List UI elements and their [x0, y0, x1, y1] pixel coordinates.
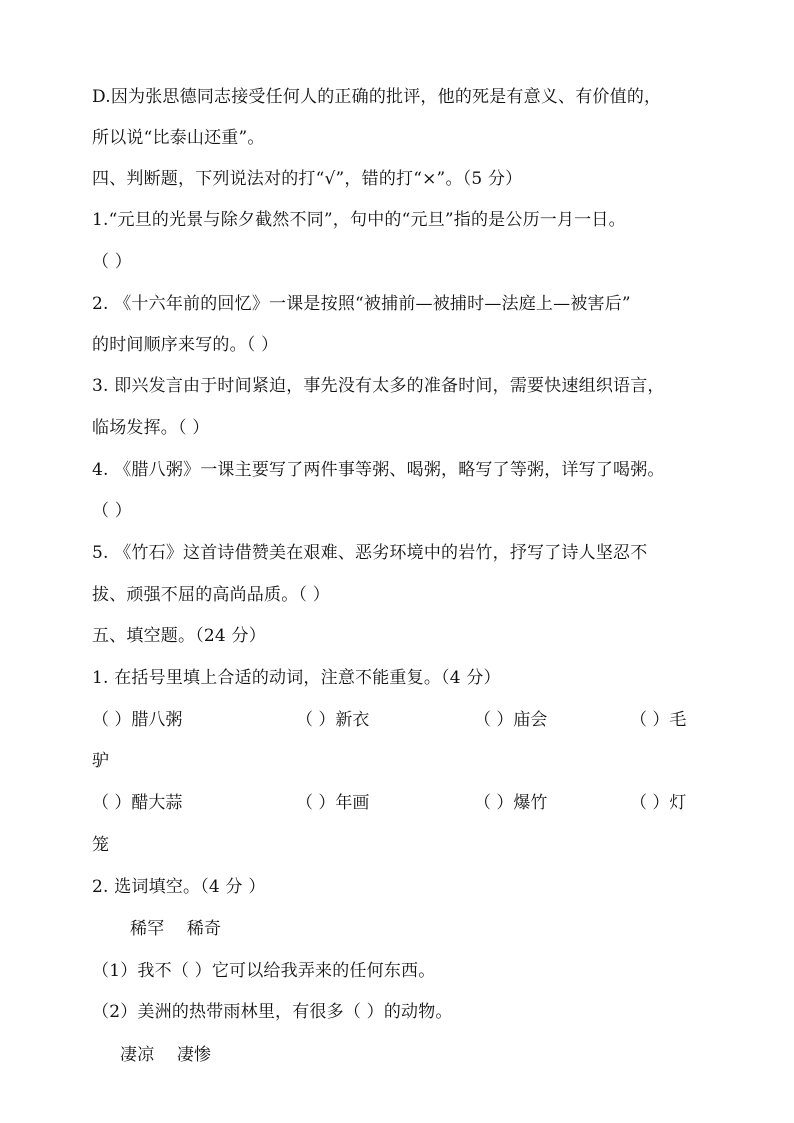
fill-q1-prompt: 1. 在括号里填上合适的动词，注意不能重复。（4 分） — [92, 668, 501, 688]
judge-q2-line1: 2. 《十六年前的回忆》一课是按照“被捕前—被捕时—法庭上—被害后” — [92, 294, 631, 314]
verb-blank-mao[interactable]: （ ）毛 — [630, 710, 687, 730]
fill-q2-prompt: 2. 选词填空。（4 分 ） — [92, 877, 266, 897]
verb-blank-baozhu[interactable]: （ ）爆竹 — [474, 793, 548, 813]
word-choice-pair-a: 稀罕 稀奇 — [130, 919, 222, 939]
verb-row-1-wrap: 驴 — [92, 751, 110, 771]
section5-heading: 五、填空题。（24 分） — [92, 626, 266, 646]
verb-blank-miaohui[interactable]: （ ）庙会 — [474, 710, 548, 730]
verb-blank-cudasuan[interactable]: （ ）醋大蒜 — [92, 793, 183, 813]
judge-q4-answer-blank[interactable]: （ ） — [92, 501, 133, 521]
verb-blank-nianhua[interactable]: （ ）年画 — [296, 793, 370, 813]
verb-blank-xinyi[interactable]: （ ）新衣 — [296, 710, 370, 730]
verb-row-2-wrap: 笼 — [92, 835, 110, 855]
judge-q3-line1: 3. 即兴发言由于时间紧迫，事先没有太多的准备时间，需要快速组织语言， — [92, 376, 665, 396]
judge-q1-line1: 1.“元旦的光景与除夕截然不同”，句中的“元旦”指的是公历一月一日。 — [92, 210, 626, 230]
verb-blank-deng[interactable]: （ ）灯 — [630, 793, 687, 813]
section4-heading: 四、判断题，下列说法对的打“√”，错的打“×”。（5 分） — [92, 169, 523, 189]
word-choice-pair-b: 凄凉 凄惨 — [120, 1045, 212, 1065]
judge-q5-line1: 5. 《竹石》这首诗借赞美在艰难、恶劣环境中的岩竹，抒写了诗人坚忍不 — [92, 543, 648, 563]
judge-q4-line1: 4. 《腊八粥》一课主要写了两件事等粥、喝粥，略写了等粥，详写了喝粥。 — [92, 460, 665, 480]
option-d-line1: D.因为张思德同志接受任何人的正确的批评，他的死是有意义、有价值的， — [92, 87, 662, 107]
choice-sentence-2[interactable]: （2）美洲的热带雨林里，有很多（ ）的动物。 — [92, 1002, 453, 1022]
verb-blank-labazhou[interactable]: （ ）腊八粥 — [92, 710, 183, 730]
judge-q5-line2[interactable]: 拔、顽强不屈的高尚品质。（ ） — [92, 585, 330, 605]
judge-q2-line2[interactable]: 的时间顺序来写的。（ ） — [92, 335, 279, 355]
choice-sentence-1[interactable]: （1）我不（ ）它可以给我弄来的任何东西。 — [92, 961, 436, 981]
option-d-line2: 所以说“比泰山还重”。 — [92, 128, 265, 148]
judge-q1-answer-blank[interactable]: （ ） — [92, 252, 133, 272]
judge-q3-line2[interactable]: 临场发挥。（ ） — [92, 418, 210, 438]
